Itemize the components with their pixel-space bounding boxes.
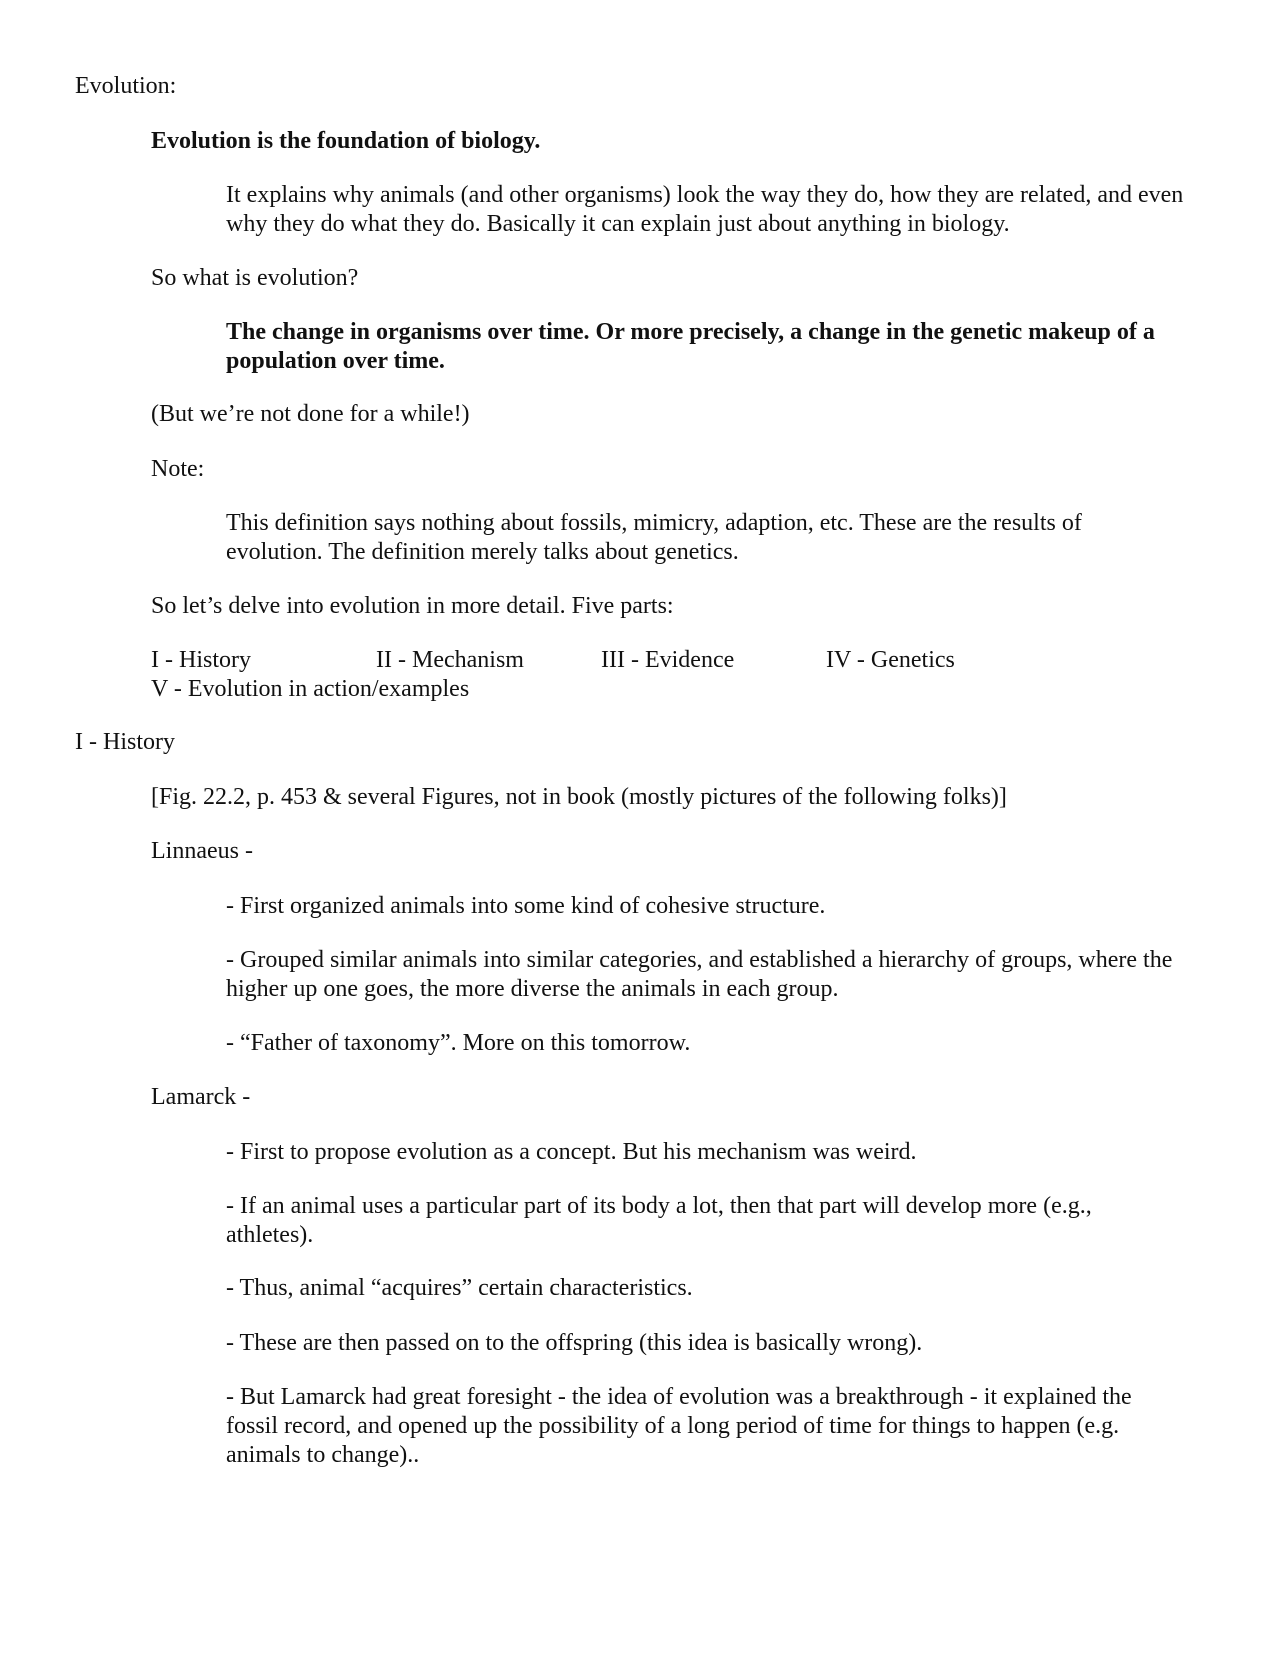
lamarck-point: - Thus, animal “acquires” certain characteristics. (226, 1275, 693, 1301)
note-label: Note: (151, 456, 205, 482)
part-history: I - History (151, 647, 251, 673)
question-line: So what is evolution? (151, 265, 359, 291)
lamarck-point: - But Lamarck had great foresight - the idea of evolution was a breakthrough - it explained the fossil record, and opened up the possibility of a long period of time for things to happen (e.g. animals to change).. (226, 1384, 1132, 1468)
linnaeus-point: - “Father of taxonomy”. More on this tomorrow. (226, 1030, 691, 1056)
history-heading: I - History (75, 729, 175, 755)
part-examples: V - Evolution in action/examples (151, 676, 470, 702)
definition-paragraph: The change in organisms over time. Or more precisely, a change in the genetic makeup of a population over time. (226, 319, 1155, 374)
linnaeus-point: - Grouped similar animals into similar categories, and established a hierarchy of groups, where the higher up one goes, the more diverse the animals in each group. (226, 947, 1173, 1002)
not-done-line: (But we’re not done for a while!) (151, 401, 470, 427)
lamarck-heading: Lamarck - (151, 1084, 251, 1110)
document-title: Evolution: (75, 73, 177, 99)
linnaeus-heading: Linnaeus - (151, 838, 253, 864)
part-genetics: IV - Genetics (826, 647, 955, 673)
lamarck-point: - These are then passed on to the offspring (this idea is basically wrong). (226, 1330, 923, 1356)
part-evidence: III - Evidence (601, 647, 735, 673)
linnaeus-point: - First organized animals into some kind of cohesive structure. (226, 893, 826, 919)
foundation-heading: Evolution is the foundation of biology. (151, 128, 541, 154)
note-paragraph: This definition says nothing about fossils, mimicry, adaption, etc. These are the results of evolution. The definition merely talks about genetics. (226, 510, 1082, 565)
figures-reference: [Fig. 22.2, p. 453 & several Figures, not in book (mostly pictures of the following folks)] (151, 784, 1007, 810)
delve-line: So let’s delve into evolution in more detail. Five parts: (151, 593, 674, 619)
explains-paragraph: It explains why animals (and other organisms) look the way they do, how they are related, and even why they do what they do. Basically it can explain just about anything in biology. (226, 182, 1184, 237)
lamarck-point: - First to propose evolution as a concept. But his mechanism was weird. (226, 1139, 917, 1165)
part-mechanism: II - Mechanism (376, 647, 524, 673)
lamarck-point: - If an animal uses a particular part of its body a lot, then that part will develop more (e.g., athletes). (226, 1193, 1092, 1248)
